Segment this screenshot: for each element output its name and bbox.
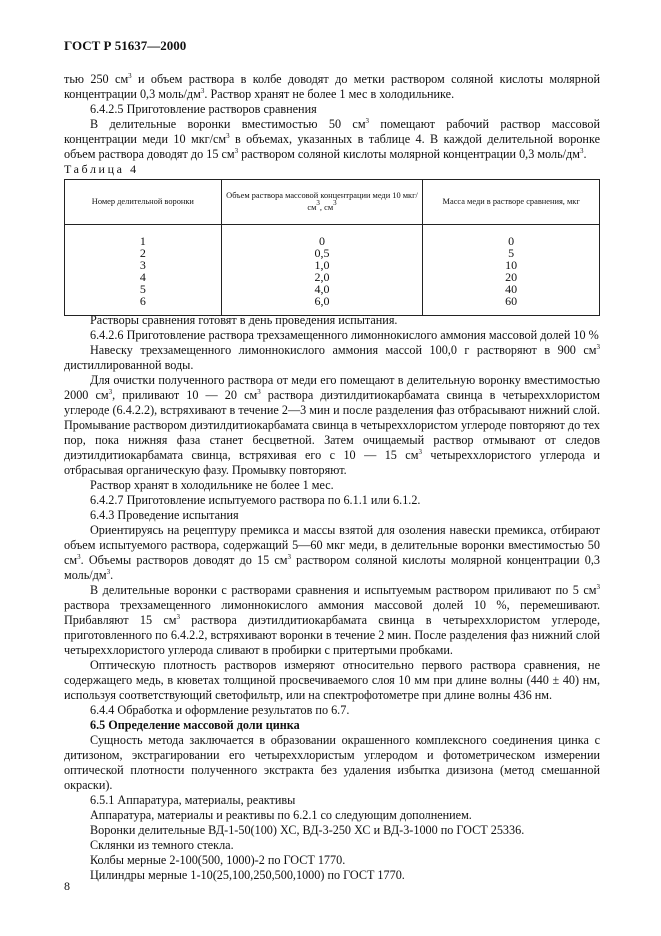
paragraph: Оптическую плотность растворов измеряют относительно первого раствора сравнения, не содержащего медь, в кюветах толщиной просвечиваемого слоя 10 мм при длине волны (440 ± 40) нм, используя соответствующий светофильтр, или на спектрофотометре при длине волны 436 нм. [64, 658, 600, 702]
paragraph: Раствор хранят в холодильнике не более 1 мес. [90, 478, 334, 492]
table-cell: 0,5 [221, 247, 423, 259]
section-heading: 6.4.2.6 Приготовление раствора трехзамещенного лимоннокислого аммония массовой долей 10 % [90, 328, 599, 342]
table-cell: 1,0 [221, 259, 423, 271]
table-cell: 1 [65, 235, 222, 247]
paragraph: тью 250 $см^3$ и объем раствора в колбе доводят до метки раствором соляной кислоты молярной концентрации 0,3 моль/$дм^3$. Раствор хранят не более 1 мес в холодильнике. [64, 72, 600, 101]
top-text-block [64, 72, 600, 162]
table-cell: 20 [423, 271, 600, 283]
page-number: 8 [64, 879, 70, 893]
table-cell: 60 [423, 295, 600, 316]
paragraph: В делительные воронки вместимостью 50 $см^3$ помещают рабочий раствор массовой концентрации меди 10 мкг/$см^3$ в объемах, указанных в таблице 4. В каждой делительной воронке объем раствора доводят до 15 $см^3$ раствором соляной кислоты молярной концентрации 0,3 моль/$дм^3$. [64, 117, 600, 161]
table-cell: 2 [65, 247, 222, 259]
paragraph: В делительные воронки с растворами сравнения и испытуемым раствором приливают по 5 $см^3$ раствора трехзамещенного лимоннокислого аммония массовой долей 10 %, перемешивают. Прибавляют 15 $см^3$ раствора диэтилдитиокарбамата свинца в четыреххлористом углероде, приготовленного по 6.4.2.2, встряхивают воронки в течение 2 мин. После разделения фаз нижний слой четыреххлористого углерода сливают в пробирки с притертыми пробками. [64, 583, 601, 657]
section-heading: 6.4.3 Проведение испытания [90, 508, 239, 522]
table-cell: 4,0 [221, 283, 423, 295]
list-item: Воронки делительные ВД-1-50(100) ХС, ВД-3-250 ХС и ВД-3-1000 по ГОСТ 25336. [90, 823, 525, 837]
table-cell: 0 [423, 235, 600, 247]
section-heading: 6.4.2.5 Приготовление растворов сравнения [90, 102, 317, 116]
main-text-block [64, 313, 600, 883]
table-cell: 40 [423, 283, 600, 295]
table-cell: 5 [423, 247, 600, 259]
paragraph: Сущность метода заключается в образовании окрашенного комплексного соединения цинка с дитизоном, экстрагировании его четыреххлористым углеродом и фотометрическом измерении оптической плотности полученного экстракта без удаления избытка дизизона (метод смешанной окраски). [64, 733, 600, 792]
section-heading-bold: 6.5 Определение массовой доли цинка [90, 718, 300, 732]
paragraph: Аппаратура, материалы и реактивы по 6.2.1 со следующим дополнением. [90, 808, 472, 822]
table-cell: 2,0 [221, 271, 423, 283]
table-header-cell: Номер делительной воронки [65, 180, 222, 225]
table-cell: 6,0 [221, 295, 423, 316]
table-cell: 5 [65, 283, 222, 295]
section-heading: 6.4.4 Обработка и оформление результатов по 6.7. [90, 703, 350, 717]
paragraph: Навеску трехзамещенного лимоннокислого аммония массой 100,0 г растворяют в 900 $см^3$ дистиллированной воды. [64, 343, 600, 372]
table-header-cell: Объем раствора массовой концентрации меди 10 мкг/$см^3$, $см^3$ [221, 180, 423, 225]
table-cell: 0 [221, 235, 423, 247]
table-cell: 4 [65, 271, 222, 283]
document-header: ГОСТ Р 51637—2000 [64, 38, 187, 53]
paragraph: Ориентируясь на рецептуру премикса и массы взятой для озоления навески премикса, отбирают объем испытуемого раствора, содержащий 5—60 мкг меди, в делительные воронки вместимостью 50 $см^3$. Объемы растворов доводят до 15 $см^3$ раствором соляной кислоты молярной концентрации 0,3 моль/$дм^3$. [64, 523, 600, 582]
list-item: Склянки из темного стекла. [90, 838, 234, 852]
table-cell: 3 [65, 259, 222, 271]
list-item: Колбы мерные 2-100(500, 1000)-2 по ГОСТ 1770. [90, 853, 346, 867]
table-4 [64, 179, 600, 316]
section-heading: 6.5.1 Аппаратура, материалы, реактивы [90, 793, 296, 807]
table-cell: 6 [65, 295, 222, 316]
table-caption: Таблица 4 [64, 162, 139, 176]
section-heading: 6.4.2.7 Приготовление испытуемого раствора по 6.1.1 или 6.1.2. [90, 493, 421, 507]
paragraph: Растворы сравнения готовят в день проведения испытания. [90, 313, 398, 327]
table-header-cell: Масса меди в растворе сравнения, мкг [423, 180, 600, 225]
paragraph: Для очистки полученного раствора от меди его помещают в делительную воронку вместимостью 2000 $см^3$, приливают 10 — 20 $см^3$ раствора диэтилдитиокарбамата свинца в четыреххлористом углероде (6.4.2.2), встряхивают в течение 2—3 мин и после разделения фаз отбрасывают нижний слой. Промывание раствором диэтилдитиокарбамата свинца в четыреххлористом углероде повторяют до тех пор, пока нижняя фаза станет бесцветной. Затем очищаемый раствор отмывают от следов диэтилдитиокарбамата свинца, встряхивая его с 10 — 15 $см^3$ четыреххлористого углерода и отбрасывая органическую фазу. Промывку повторяют. [64, 373, 601, 477]
table-cell: 10 [423, 259, 600, 271]
list-item: Цилиндры мерные 1-10(25,100,250,500,1000) по ГОСТ 1770. [90, 868, 405, 882]
